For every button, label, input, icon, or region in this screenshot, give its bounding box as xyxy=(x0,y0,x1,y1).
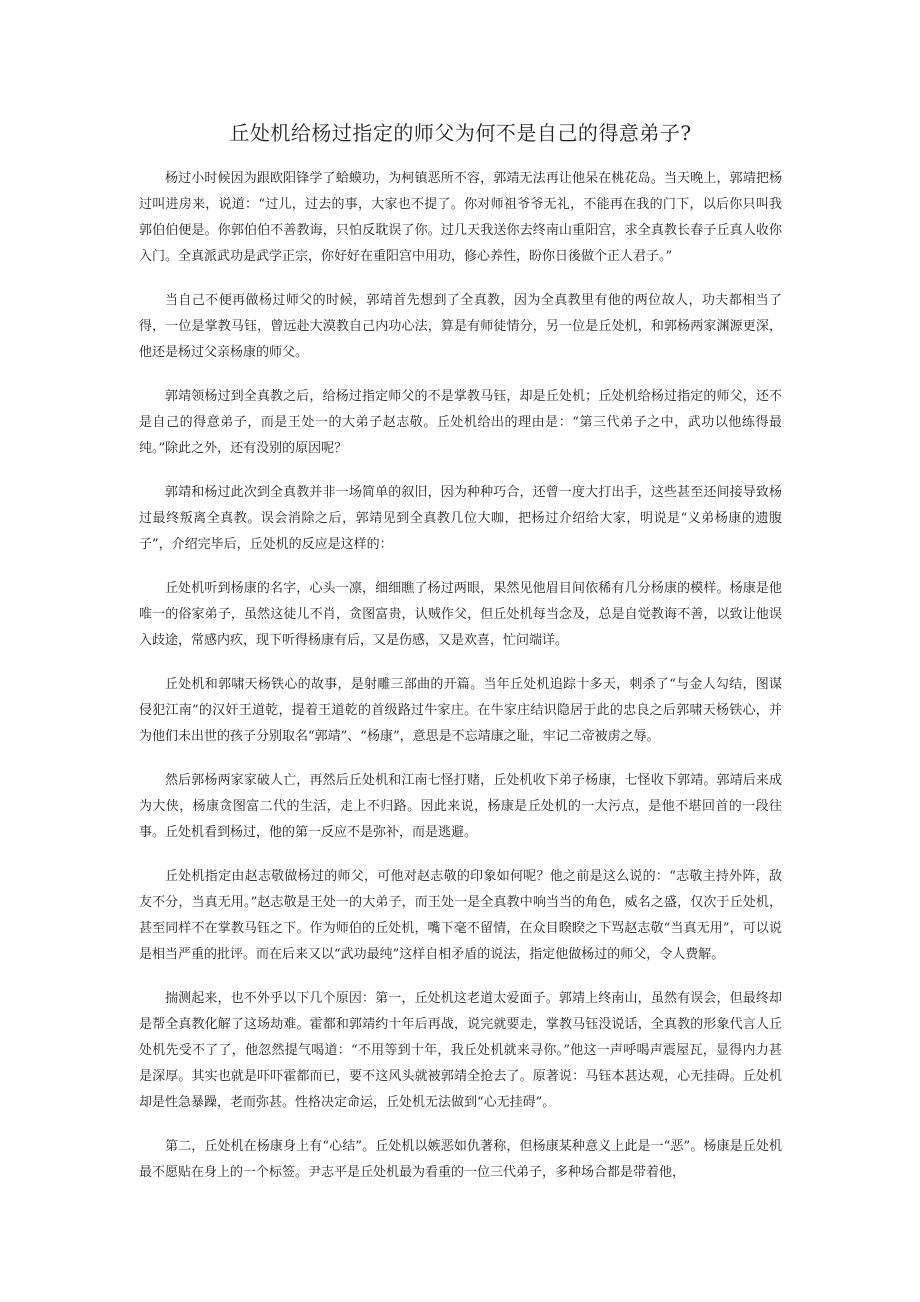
document-title: 丘处机给杨过指定的师父为何不是自己的得意弟子? xyxy=(229,121,692,145)
paragraph-1: 杨过小时候因为跟欧阳锋学了蛤蟆功，为柯镇恶所不容，郭靖无法再让他呆在桃花岛。当天晚上，郭靖把杨过叫进房来，说道：“过儿，过去的事，大家也不提了。你对师祖爷爷无礼，不能再在我的门下，以后你只叫我郭伯伯便是。你郭伯伯不善教诲，只怕反耽误了你。过几天我送你去终南山重阳宫，求全真教长春子丘真人收你入门。全真派武功是武学正宗，你好好在重阳宫中用功，修心养性，盼你日後做个正人君子。” xyxy=(139,171,782,264)
paragraph-8: 丘处机指定由赵志敬做杨过的师父，可他对赵志敬的印象如何呢？他之前是这么说的：“志敬主持外阵，敌友不分，当真无用。”赵志敬是王处一的大弟子，而王处一是全真教中响当当的角色，威名之盛，仅次于丘处机，甚至同样不在掌教马钰之下。作为师伯的丘处机，嘴下毫不留情，在众目睽睽之下骂赵志敬“当真无用”，可以说是相当严重的批评。而在后来又以“武功最纯”这样自相矛盾的说法，指定他做杨过的师父，令人费解。 xyxy=(139,869,782,962)
paragraph-9: 揣测起来，也不外乎以下几个原因：第一，丘处机这老道太爱面子。郭靖上终南山，虽然有误会，但最终却是帮全真教化解了这场劫难。霍都和郭靖约十年后再战，说完就要走，掌教马钰没说话，全真教的形象代言人丘处机先受不了了，他忽然提气喝道：“不用等到十年，我丘处机就来寻你。”他这一声呼喝声震屋瓦，显得内力甚是深厚。其实也就是吓吓霍都而已，要不这风头就被郭靖全抢去了。原著说：马钰本甚达观，心无挂碍。丘处机却是性急暴躁，老而弥甚。性格决定命运，丘处机无法做到“心无挂碍”。 xyxy=(139,991,782,1110)
paragraph-4: 郭靖和杨过此次到全真教并非一场简单的叙旧，因为种种巧合，还曾一度大打出手，这些甚至还间接导致杨过最终叛离全真教。误会消除之后，郭靖见到全真教几位大咖，把杨过介绍给大家，明说是“义弟杨康的遗腹子”，介绍完毕后，丘处机的反应是这样的： xyxy=(139,485,782,552)
paragraph-5: 丘处机听到杨康的名字，心头一凛，细细瞧了杨过两眼，果然见他眉目间依稀有几分杨康的模样。杨康是他唯一的俗家弟子，虽然这徒儿不肖，贪图富贵，认贼作父，但丘处机每当念及，总是自觉教诲不善，以致让他误入歧途，常感内疚，现下听得杨康有后，又是伤感，又是欢喜，忙问端详。 xyxy=(139,581,782,648)
paragraph-6: 丘处机和郭啸天杨铁心的故事，是射雕三部曲的开篇。当年丘处机追踪十多天，刺杀了“与金人勾结，图谋侵犯江南”的汉奸王道乾，提着王道乾的首级路过牛家庄。在牛家庄结识隐居于此的忠良之后郭啸天杨铁心，并为他们未出世的孩子分别取名“郭靖”、“杨康”，意思是不忘靖康之耻，牢记二帝被虏之辱。 xyxy=(139,677,782,744)
paragraph-2: 当自己不便再做杨过师父的时候，郭靖首先想到了全真教，因为全真教里有他的两位故人，功夫都相当了得，一位是掌教马钰，曾远赴大漠教自己内功心法，算是有师徒情分，另一位是丘处机，和郭杨两家渊源更深，他还是杨过父亲杨康的师父。 xyxy=(139,293,782,360)
paragraph-7: 然后郭杨两家家破人亡，再然后丘处机和江南七怪打赌，丘处机收下弟子杨康，七怪收下郭靖。郭靖后来成为大侠，杨康贪图富二代的生活，走上不归路。因此来说，杨康是丘处机的一大污点，是他不堪回首的一段往事。丘处机看到杨过，他的第一反应不是弥补，而是逃避。 xyxy=(139,773,782,840)
document-page xyxy=(139,118,782,1204)
paragraph-10: 第二，丘处机在杨康身上有“心结”。丘处机以嫉恶如仇著称，但杨康某种意义上此是一“恶”。杨康是丘处机最不愿贴在身上的一个标签。尹志平是丘处机最为看重的一位三代弟子，多种场合都是带着他， xyxy=(139,1139,782,1180)
paragraph-3: 郭靖领杨过到全真教之后，给杨过指定师父的不是掌教马钰，却是丘处机；丘处机给杨过指定的师父，还不是自己的得意弟子，而是王处一的大弟子赵志敬。丘处机给出的理由是：“第三代弟子之中，武功以他练得最纯。”除此之外，还有没别的原因呢？ xyxy=(139,389,782,456)
